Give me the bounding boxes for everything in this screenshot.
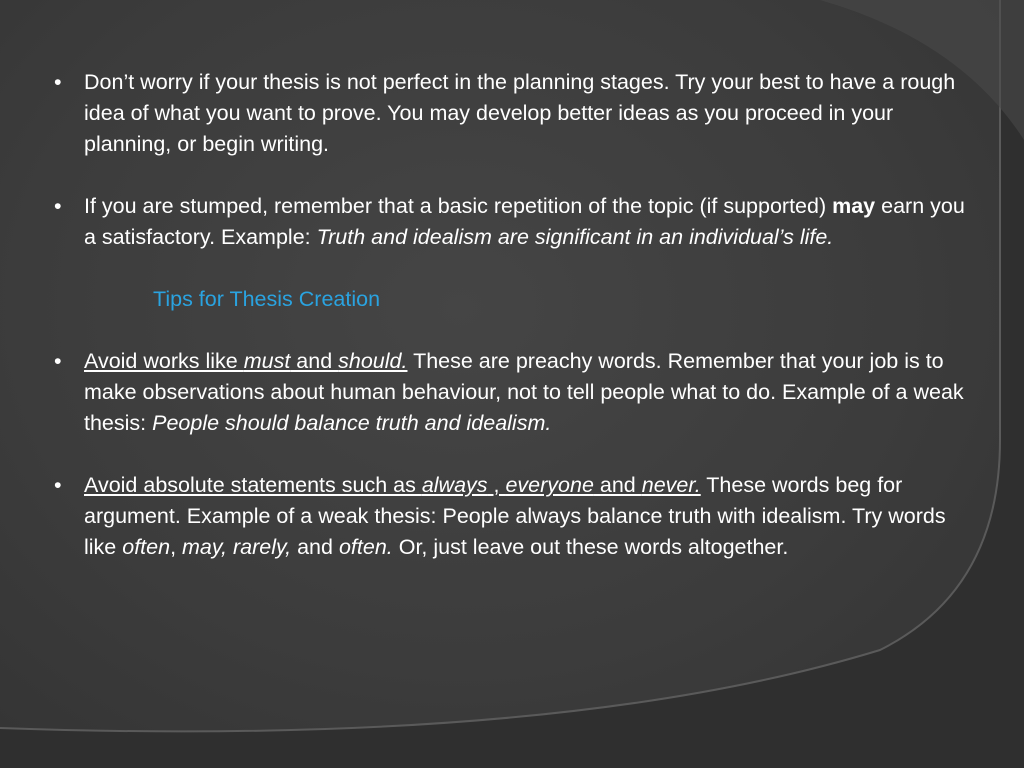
word-may-rarely: may, rarely, [182,535,292,559]
underlined-text: and [593,473,642,497]
word-often: often [122,535,171,559]
bullet-text: earn you a satisfactory. Example: [84,194,965,249]
bullet-avoid-absolute [52,470,977,563]
slide-content [52,67,977,563]
word-always: always [421,473,488,497]
word-often-2: often. [338,535,393,559]
underlined-text: Avoid works like [84,349,244,373]
example-text: People should balance truth and idealism. [152,411,552,435]
bullet-text: These words beg for argument. Example of a weak thesis: People always balance truth with idealism. Try words like [84,473,946,559]
underlined-text: and [290,349,339,373]
bullet-text: Don’t worry if your thesis is not perfect in the planning stages. Try your best to have a rough idea of what you want to prove. You may develop better ideas as you proceed in your planning, or begin writing. [84,70,956,156]
bullet-avoid-preachy [52,346,977,439]
word-never: never. [641,473,701,497]
underlined-text: Avoid absolute statements such as [84,473,422,497]
bullet-text: and [291,535,339,559]
section-heading: Tips for Thesis Creation [153,287,381,311]
bullet-dot: • [54,194,62,218]
word-must: must [243,349,291,373]
bullet-dot: • [54,70,62,94]
word-should: should. [338,349,408,373]
bullet-dot: • [54,349,62,373]
bold-may: may [832,194,876,218]
bullet-text: If you are stumped, remember that a basic repetition of the topic (if supported) [84,194,833,218]
bullet-planning [52,67,977,160]
bullet-stumped [52,191,977,253]
word-everyone: everyone [505,473,594,497]
example-text: Truth and idealism are significant in an individual’s life. [316,225,834,249]
bullet-text: , [170,535,183,559]
bullet-text: These are preachy words. Remember that your job is to make observations about human behaviour, not to tell people what to do. Example of a weak thesis: [84,349,964,435]
underlined-text: , [487,473,506,497]
bullet-dot: • [54,473,62,497]
bullet-text: Or, just leave out these words altogether. [392,535,789,559]
